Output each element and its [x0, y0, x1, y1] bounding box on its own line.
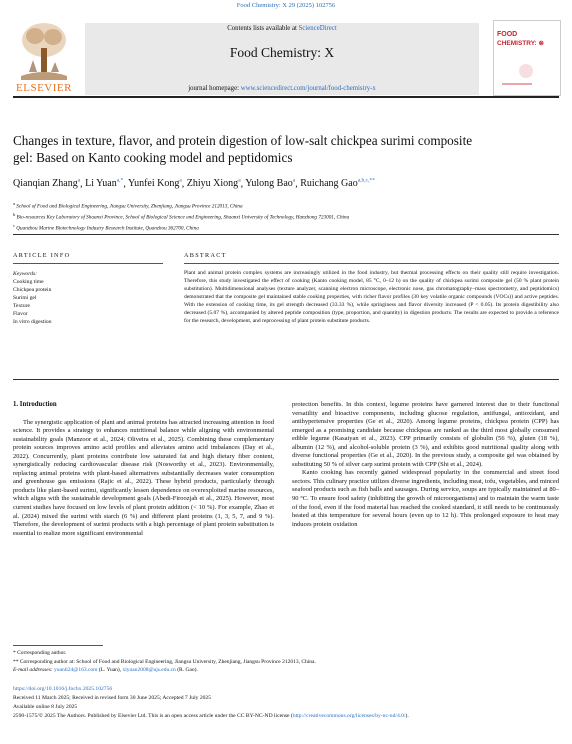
- body-paragraph: protection benefits. In this context, legume proteins have garnered interest due to their functional versatility and bioactive components, including glucose regulation, antifungal, antioxidant, and antihypertensive properties (Ge et al., 2020). Among legume proteins, chickpea protein (CPP) has emerged as a promising candidate because chickpeas are ranked as the third most globally consumed edible legume (Kasaiyan et al., 2023). CPP primarily consists of globulin (56 %), gluten (18 %), albumin (12 %), and alcohol-soluble protein (3 %), and exhibits good nutritional quality along with diverse functional properties (Ge et al., 2020). In the previous study, a composite gel was obtained by substituting 50 % of silver carp surimi protein with CPP (Shi et al., 2024).: [292, 401, 559, 468]
- author[interactable]: Ruichang Gao$^{a,b,c,**}$: [300, 178, 375, 190]
- journal-banner: [85, 23, 479, 95]
- elsevier-tree-icon: [17, 20, 71, 80]
- license-line: 2590-1575/© 2025 The Authors. Published by Elsevier Ltd. This is an open access article under the CC BY-NC-ND license (http://creativecommons.org/licenses/by-nc-nd/4.0/).: [13, 713, 409, 719]
- author-list: Qianqian Zhang$^a$, Li Yuan$^{a,*}$, Yunfei Kong$^a$, Zhiyu Xiong$^a$, Yulong Bao$^a$, Ruichang Gao$^{a,b,c,**}$: [13, 178, 375, 190]
- author[interactable]: Zhiyu Xiong$^a$: [186, 178, 241, 190]
- author[interactable]: Qianqian Zhang$^a$: [13, 178, 81, 190]
- elsevier-logo[interactable]: [13, 20, 75, 95]
- author[interactable]: Li Yuan$^{a,*}$: [85, 178, 124, 190]
- license-link[interactable]: http://creativecommons.org/licenses/by-nc-nd/4.0/: [292, 713, 406, 719]
- doi-link[interactable]: https://doi.org/10.1016/j.fochx.2025.102756: [13, 686, 113, 692]
- cover-title-line1: FOOD: [497, 31, 518, 38]
- footnote: * Corresponding author.: [13, 650, 67, 656]
- footnote-rule: [13, 645, 103, 646]
- email-link[interactable]: xiyuan2008@ujs.edu.cn: [122, 667, 176, 673]
- body-right-column: [292, 401, 559, 529]
- contents-line: Contents lists available at ScienceDirect: [227, 25, 337, 32]
- abstract-heading: ABSTRACT: [184, 252, 227, 259]
- header-rule: [13, 96, 559, 98]
- affiliations: [13, 200, 559, 234]
- keyword: Surimi gel: [13, 295, 37, 301]
- article-title: Changes in texture, flavor, and protein digestion of low-salt chickpea surimi composite gel: Based on Kanto cooking model and peptidomics: [13, 133, 473, 165]
- masthead: [13, 20, 559, 95]
- keyword: In vitro digestion: [13, 319, 52, 325]
- journal-cover[interactable]: [493, 20, 561, 96]
- homepage-link[interactable]: www.sciencedirect.com/journal/food-chemistry-x: [240, 85, 376, 92]
- journal-homepage: journal homepage: www.sciencedirect.com/journal/food-chemistry-x: [188, 85, 376, 92]
- keyword: Texture: [13, 303, 31, 309]
- keyword: Cooking time: [13, 279, 44, 285]
- body-paragraph: Kanto cooking has recently gained widespread popularity in the commercial and street food sectors. This culinary practice utilizes diverse ingredients, including meat, tofu, vegetables, and minced seafood products such as fish balls and sausages. During service, soups are typically maintained at 80–90 °C. To ensure food safety (inhibiting the growth of microorganisms) and to maintain the warm taste of the food, even if the food material has reached the cooked standard, it still needs to be continuously heated at this temperature for several hours (even up to 12 h). This prolonged exposure to heat may induces protein oxidation: [292, 469, 559, 528]
- keyword: Flavor: [13, 311, 28, 317]
- email-link[interactable]: yuanli24@163.com: [54, 667, 98, 673]
- affiliation: $^b$ Bio-resources Key Laboratory of Shaanxi Province, School of Biological Science and Engineering, Shaanxi University of Technology, Hanzhong 723001, China: [13, 212, 350, 221]
- keyword: Chickpea protein: [13, 287, 52, 293]
- article-footer: [13, 685, 559, 721]
- keywords-block: [13, 270, 163, 326]
- author[interactable]: Yulong Bao$^a$: [245, 178, 296, 190]
- abstract-text: Plant and animal protein complex systems are increasingly utilized in the food industry, but thermal processing effects on their quality still require investigation. Therefore, this study investigated the effect of cooking (Kanto cooking model, 85 °C, 0–12 h) on the quality of chickpea surimi composite gel (50 % plant protein substitution). Multidimensional analyses (texture analyzer, scanning electron microscope, electronic nose, gas chromatography–mass spectrometry, and peptidomics) demonstrated that the composite gel maintained stable cooking properties, with richer flavor profiles (30 key volatile organic compounds (VOCs)) and active peptides. With the extension of cooking time, its gel strength decreased (33.33 %), while springiness and flavor diversity increased (P < 0.05). Its protein digestibility also decreased (5.07 %), accompanied by altered peptide composition (type, proportion, and quantity) in digestion products. The results are expected to provide a reference for the research, development, and reprocessing of plant protein substitute products.: [184, 270, 559, 324]
- publisher-name: ELSEVIER: [16, 82, 72, 94]
- abstract-rule: [184, 263, 559, 264]
- article-info-heading: ARTICLE INFO: [13, 252, 71, 259]
- cover-image: [500, 51, 536, 87]
- footnote: ** Corresponding author at: School of Food and Biological Engineering, Jiangsu University, Zhenjiang, Jiangsu Province 212013, China.: [13, 658, 316, 665]
- affiliation: $^c$ Quanzhou Marine Biotechnology Industry Research Institute, Quanzhou 362700, China: [13, 223, 199, 233]
- affiliation: $^a$ School of Food and Biological Engineering, Jiangsu University, Zhenjiang, Jiangsu Province 212013, China: [13, 201, 243, 210]
- footnotes: [13, 649, 559, 675]
- body-left-column: [13, 401, 274, 538]
- online-date: Available online 8 July 2025: [13, 704, 78, 710]
- section-heading: 1. Introduction: [13, 401, 57, 408]
- body-paragraph: The synergistic application of plant and animal proteins has attracted increasing attention in food science. It provides a strategy to enhances nutritional balance while aligning with environmental sustainability goals (Manzoor et al., 2024; Oliveira et al., 2025). Combining these complementary protein sources improves amino acid profiles and alleviates amino acid imbalances (Day et al., 2022). Concurrently, plant proteins contribute low saturated fat and high dietary fiber content, synergistically reducing cardiovascular disease risk (Nosworthy et al., 2023). Environmentally, replacing animal proteins with plant-based alternatives substantially decreases water consumption and greenhouse gas emissions (Rajic et al., 2022). These hybrid products, particularly through products like plant-based surimi, significantly lessen dependence on overexploited marine resources, which aligns with the sustainable development goals (Abedi-Firoozjah et al., 2025). However, most current studies have focused on low levels of plant protein addition (< 10 %). For example, Zhao et al. (2024) mixed the surimi with starch (6 %) and different plant proteins (1, 3, 5, 7, and 9 %). Therefore, the development of surimi products with a high percentage of plant protein substitution is essential to realize more significant environmental: [13, 418, 274, 537]
- journal-title: Food Chemistry: X: [229, 45, 335, 60]
- email-footnote: E-mail addresses: yuanli24@163.com (L. Yuan), xiyuan2008@ujs.edu.cn (R. Gao).: [13, 667, 198, 673]
- journal-reference[interactable]: Food Chemistry: X 29 (2025) 102756: [236, 2, 336, 9]
- affiliation-rule: [13, 234, 559, 235]
- cover-title-line2: CHEMISTRY: ⊗: [497, 40, 544, 47]
- keywords-label: Keywords:: [13, 271, 38, 277]
- author[interactable]: Yunfei Kong$^a$: [127, 178, 182, 190]
- received-dates: Received 11 March 2025; Received in revised form 30 June 2025; Accepted 7 July 2025: [13, 695, 212, 701]
- article-info-rule: [13, 263, 163, 264]
- sciencedirect-link[interactable]: ScienceDirect: [298, 25, 337, 32]
- abstract-end-rule: [13, 379, 559, 380]
